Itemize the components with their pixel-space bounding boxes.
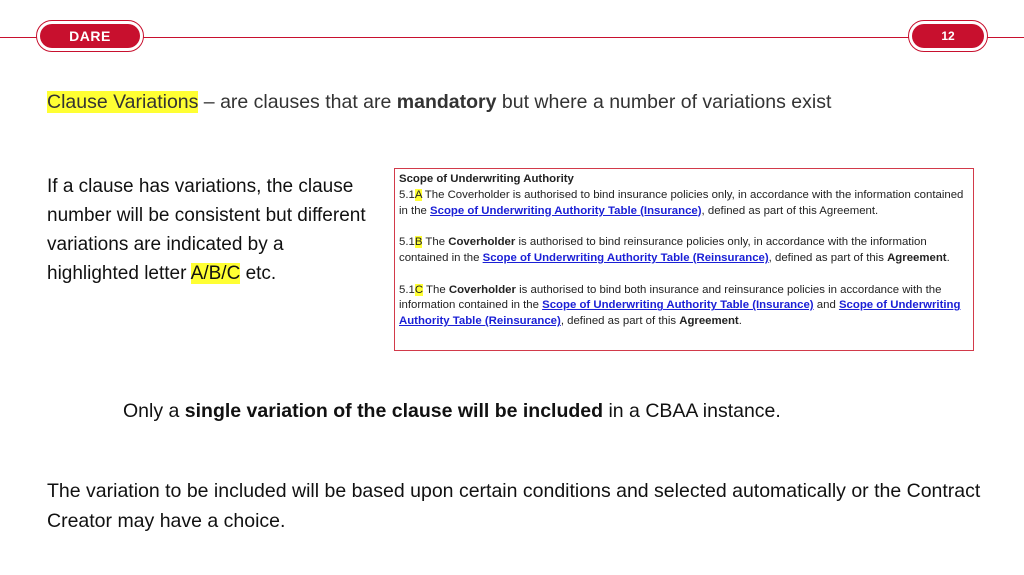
clause-text: The	[422, 236, 449, 249]
intro-text-1: – are clauses that are	[198, 91, 397, 113]
logo-badge	[36, 20, 144, 52]
header-rule	[0, 37, 1024, 38]
page-number: 12	[912, 24, 984, 48]
single-variation-statement	[123, 400, 781, 423]
clause-link[interactable]: Scope of Underwriting Authority Table (Insurance)	[430, 204, 702, 217]
clause-bold-term: Agreement	[679, 315, 739, 328]
clause-text: is authorised to bind reinsurance policies only, in accordance with the information contained in the	[399, 236, 927, 264]
conclusion-paragraph: The variation to be included will be based upon certain conditions and selected automatically or the Contract Creator may have a choice.	[47, 480, 981, 532]
clause-link[interactable]: Scope of Underwriting Authority Table (Reinsurance)	[399, 299, 961, 328]
clause-text: .	[946, 251, 950, 264]
clause-variation-a	[399, 188, 969, 220]
term-highlight: Clause Variations	[47, 91, 199, 113]
clause-text: , defined as part of this	[560, 315, 680, 328]
intro-text-2: but where a number of variations exist	[496, 91, 832, 113]
page-number-badge	[908, 20, 988, 52]
clause-box-title: Scope of Underwriting Authority	[399, 173, 574, 185]
clause-example-box	[394, 168, 974, 351]
logo-text: DARE	[40, 24, 140, 48]
clause-letter: C	[414, 283, 424, 296]
clause-number: 5.1	[399, 236, 415, 249]
clause-variation-b	[399, 235, 969, 267]
clause-text: .	[738, 315, 742, 328]
clause-letter: B	[414, 236, 423, 249]
clause-number: 5.1	[399, 188, 415, 201]
intro-sentence	[47, 91, 831, 114]
clause-text: , defined as part of this Agreement.	[701, 204, 879, 217]
statement-text-1: Only a	[123, 400, 185, 422]
clause-link[interactable]: Scope of Underwriting Authority Table (Reinsurance)	[482, 251, 769, 264]
clause-bold-term: Coverholder	[448, 236, 516, 249]
clause-text: , defined as part of this	[768, 251, 888, 264]
explanation-suffix: etc.	[240, 263, 277, 284]
explanation-highlight: A/B/C	[190, 263, 241, 284]
clause-text: The Coverholder is authorised to bind insurance policies only, in accordance with the information contained in the	[399, 188, 964, 217]
clause-bold-term: Agreement	[887, 251, 947, 264]
clause-link[interactable]: Scope of Underwriting Authority Table (Insurance)	[542, 299, 814, 312]
statement-text-2: in a CBAA instance.	[603, 400, 781, 422]
clause-text: is authorised to bind both insurance and reinsurance policies in accordance with the information contained in the	[399, 283, 942, 312]
intro-bold: mandatory	[396, 91, 497, 113]
statement-bold: single variation of the clause will be included	[184, 400, 604, 422]
clause-text: and	[813, 299, 839, 312]
clause-number: 5.1	[399, 283, 415, 296]
clause-variation-c	[399, 283, 969, 330]
clause-bold-term: Coverholder	[448, 283, 516, 296]
clause-text: The	[423, 283, 449, 296]
clause-letter: A	[414, 188, 422, 201]
variation-explanation	[47, 172, 377, 288]
explanation-text: If a clause has variations, the clause number will be consistent but different variations are indicated by a highlighted letter	[47, 176, 366, 284]
